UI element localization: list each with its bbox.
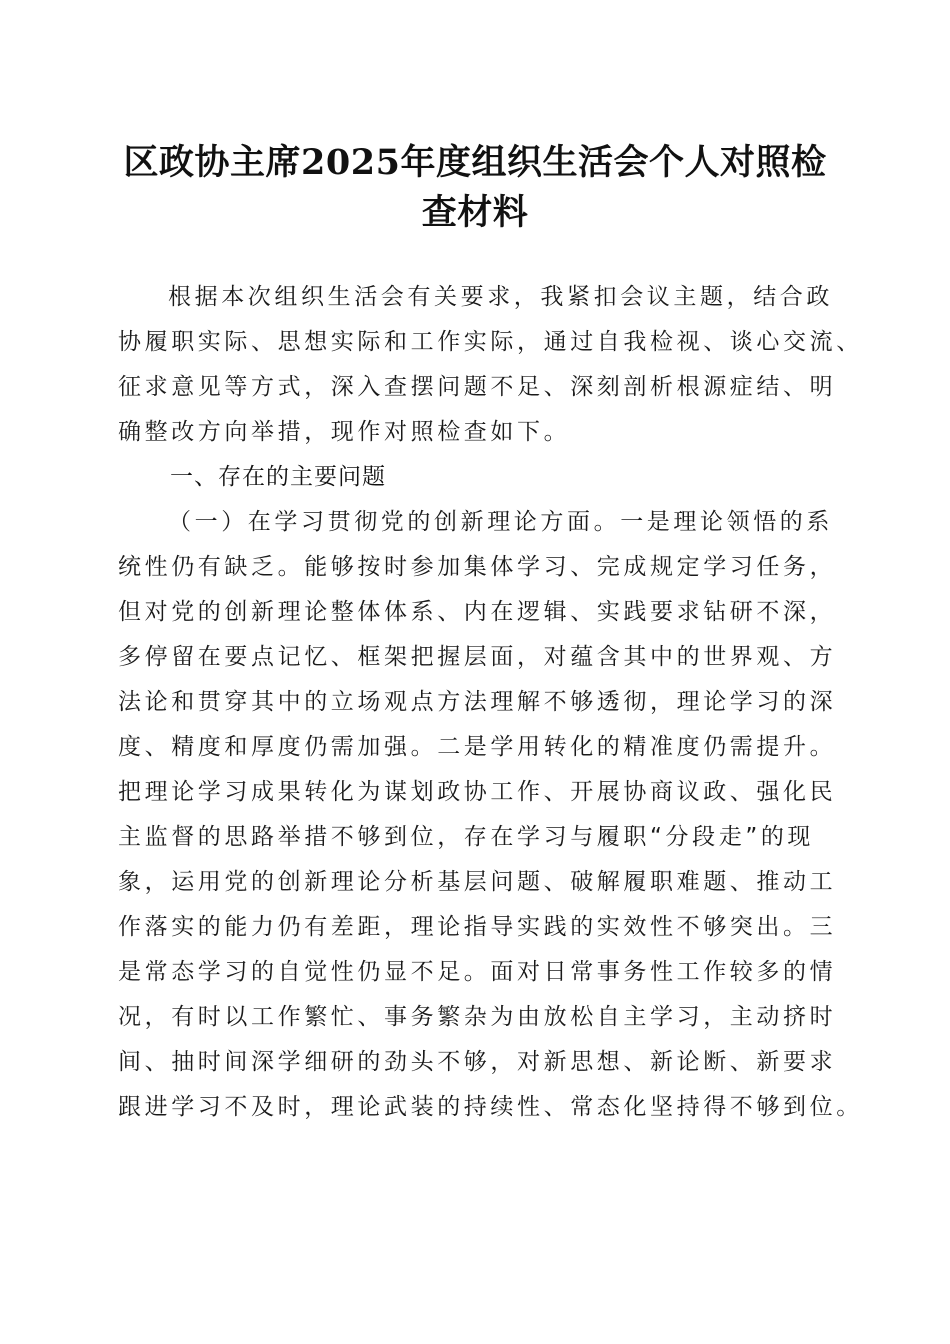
title-line-2: 查材料: [421, 192, 529, 233]
section-line: （一）在学习贯彻党的创新理论方面。一是理论领悟的系: [168, 509, 833, 535]
section-line: 间、抽时间深学细研的劲头不够，对新思想、新论断、新要求: [118, 1049, 837, 1075]
section-line: 主监督的思路举措不够到位，存在学习与履职“分段走”的现: [118, 824, 815, 850]
section-line: 把理论学习成果转化为谋划政协工作、开展协商议政、强化民: [118, 779, 837, 805]
intro-line: 根据本次组织生活会有关要求，我紧扣会议主题，结合政: [168, 284, 833, 310]
section-line: 况，有时以工作繁忙、事务繁杂为由放松自主学习，主动挤时: [118, 1004, 837, 1030]
document-title: [110, 138, 840, 238]
section-line: 多停留在要点记忆、框架把握层面，对蕴含其中的世界观、方: [118, 644, 837, 670]
section-line: 度、精度和厚度仍需加强。二是学用转化的精准度仍需提升。: [118, 734, 837, 760]
section-heading: 一、存在的主要问题: [170, 464, 386, 490]
section-line: 法论和贯穿其中的立场观点方法理解不够透彻，理论学习的深: [118, 689, 837, 715]
title-line-1: 区政协主席2025年度组织生活会个人对照检: [123, 142, 827, 183]
intro-paragraph: [118, 275, 863, 455]
section-line: 作落实的能力仍有差距，理论指导实践的实效性不够突出。三: [118, 914, 837, 940]
section-line: 统性仍有缺乏。能够按时参加集体学习、完成规定学习任务，: [118, 554, 837, 580]
section-line: 是常态学习的自觉性仍显不足。面对日常事务性工作较多的情: [118, 959, 837, 985]
intro-line: 征求意见等方式，深入查摆问题不足、深刻剖析根源症结、明: [118, 374, 837, 400]
section-1-paragraph: [118, 500, 863, 1130]
intro-line: 协履职实际、思想实际和工作实际，通过自我检视、谈心交流、: [118, 329, 863, 355]
section-line: 跟进学习不及时，理论武装的持续性、常态化坚持得不够到位。: [118, 1094, 863, 1120]
intro-line: 确整改方向举措，现作对照检查如下。: [118, 419, 571, 445]
section-line: 但对党的创新理论整体体系、内在逻辑、实践要求钻研不深，: [118, 599, 837, 625]
section-line: 象，运用党的创新理论分析基层问题、破解履职难题、推动工: [118, 869, 837, 895]
